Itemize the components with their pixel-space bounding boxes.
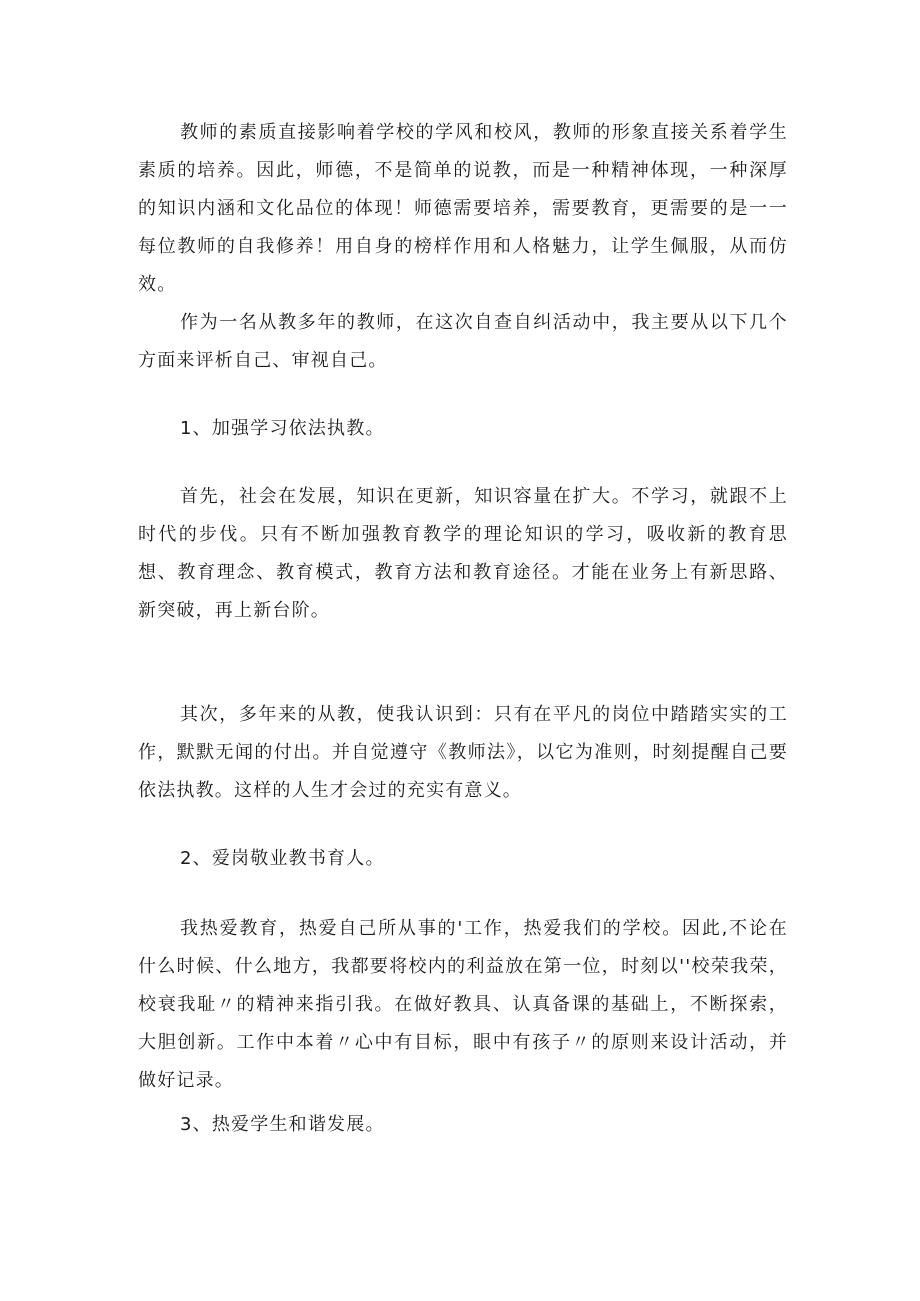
section-heading-3: 3、热爱学生和谐发展。 xyxy=(180,1114,385,1135)
section-heading-1: 1、加强学习依法执教。 xyxy=(180,418,385,439)
paragraph-love-education: 我热爱教育，热爱自己所从事的'工作，热爱我们的学校。因此,不论在什么时候、什么地方，我都要将校内的利益放在第一位，时刻以''校荣我荣，校衰我耻〃的精神来指引我。在做好教具、认真备课的基础上，不断探索，大胆创新。工作中本着〃心中有目标，眼中有孩子〃的原则来设计活动，并做好记录。 xyxy=(138,918,788,1091)
paragraph-teacher-quality: 教师的素质直接影响着学校的学风和校风，教师的形象直接关系着学生素质的培养。因此，师德，不是简单的说教，而是一种精神体现，一种深厚的知识内涵和文化品位的体现！师德需要培养，需要教育，更需要的是一一每位教师的自我修养！用自身的榜样作用和人格魅力，让学生佩服，从而仿效。 xyxy=(138,122,788,295)
paragraph-self-review: 作为一名从教多年的教师，在这次自查自纠活动中，我主要从以下几个方面来评析自己、审视自己。 xyxy=(138,312,788,371)
paragraph-first: 首先，社会在发展，知识在更新，知识容量在扩大。不学习，就跟不上时代的步伐。只有不断加强教育教学的理论知识的学习，吸收新的教育思想、教育理念、教育模式，教育方法和教育途径。才能在业务上有新思路、新突破，再上新台阶。 xyxy=(138,486,788,621)
section-heading-2: 2、爱岗敬业教书育人。 xyxy=(180,848,385,869)
paragraph-second: 其次，多年来的从教，使我认识到：只有在平凡的岗位中踏踏实实的工作，默默无闻的付出。并自觉遵守《教师法》，以它为准则，时刻提醒自己要依法执教。这样的人生才会过的充实有意义。 xyxy=(138,704,788,801)
